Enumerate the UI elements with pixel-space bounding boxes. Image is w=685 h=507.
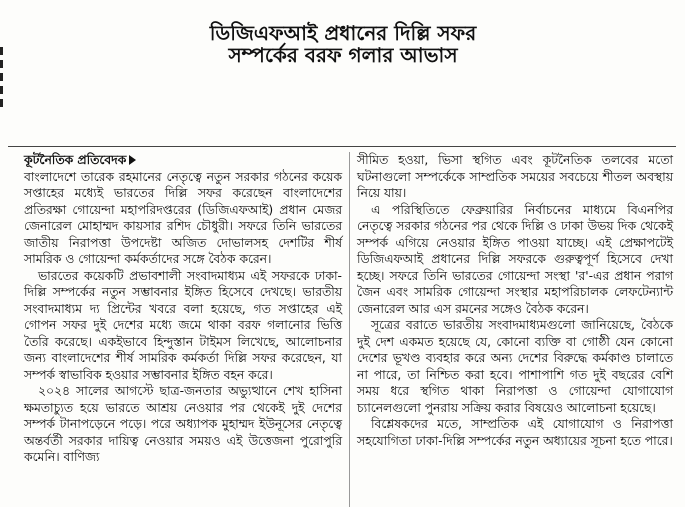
triangle-icon: [129, 155, 136, 165]
headline-line-1: ডিজিএফআই প্রধানের দিল্লি সফর: [209, 21, 477, 45]
paragraph: ভারতের কয়েকটি প্রভাবশালী সংবাদমাধ্যম এই সফরকে ঢাকা-দিল্লি সম্পর্কের নতুন সম্ভাবনার ইঙ্গিত হিসেবে দেখছে। ভারতীয় সংবাদমাধ্যম দ্য প্রিন্টের খবরে বলা হয়েছে, গত সপ্তাহের এই গোপন সফর দুই দেশের মধ্যে জমে থাকা বরফ গলানোর ভিত্তি তৈরি করেছে। একইভাবে হিন্দুস্তান টাইমস লিখেছে, আলোচনার জন্য বাংলাদেশের শীর্ষ সামরিক কর্মকর্তা দিল্লি সফর করেছেন, যা সম্পর্ক স্বাভাবিক হওয়ার সম্ভাবনার ইঙ্গিত বহন করে।: [24, 268, 342, 382]
left-column: [24, 152, 342, 466]
headline-rule: [8, 146, 676, 147]
right-column: [357, 152, 673, 449]
paragraph: সূত্রের বরাতে ভারতীয় সংবাদমাধ্যমগুলো জানিয়েছে, বৈঠকে দুই দেশ একমত হয়েছে যে, কোনো ব্যক্তি বা গোষ্ঠী যেন কোনো দেশের ভূখণ্ড ব্যবহার করে অন্য দেশের বিরুদ্ধে কর্মকাণ্ড চালাতে না পারে, তা নিশ্চিত করা হবে। পাশাপাশি গত দুই বছরের বেশি সময় ধরে স্থগিত থাকা নিরাপত্তা ও গোয়েন্দা যোগাযোগ চ্যানেলগুলো পুনরায় সক্রিয় করার বিষয়েও আলোচনা হয়েছে।: [357, 318, 673, 415]
headline-line-2: সম্পর্কের বরফ গলার আভাস: [228, 43, 458, 68]
column-divider: [349, 152, 350, 507]
paragraph: বিশ্লেষকদের মতে, সাম্প্রতিক এই যোগাযোগ ও নিরাপত্তা সহযোগিতা ঢাকা-দিল্লি সম্পর্কের নতুন অধ্যায়ের সূচনা হতে পারে।: [357, 417, 673, 448]
paragraph: সীমিত হওয়া, ভিসা স্থগিত এবং কূটনৈতিক তলবের মতো ঘটনাগুলো সম্পর্কেকে সাম্প্রতিক সময়ের সবচেয়ে শীতল অবস্থায় নিয়ে যায়।: [357, 153, 673, 200]
byline: [24, 152, 136, 169]
headline: [8, 22, 678, 67]
clipped-edge-marks: [0, 42, 5, 342]
byline-text: কূটনৈতিক প্রতিবেদক: [24, 153, 127, 167]
paragraph: ২০২৪ সালের আগস্টে ছাত্র-জনতার অভ্যুত্থানে শেখ হাসিনা ক্ষমতাচ্যুত হয়ে ভারতে আশ্রয় নেওয়ার পর থেকেই দুই দেশের সম্পর্ক টানাপড়েনে পড়ে। পরে অধ্যাপক মুহাম্মদ ইউনূসের নেতৃত্বে অন্তর্বর্তী সরকার দায়িত্ব নেওয়ার সময়ও এই উত্তেজনা পুরোপুরি কমেনি। বাণিজ্য: [24, 384, 342, 464]
paragraph: এ পরিস্থিতিতে ফেব্রুয়ারির নির্বাচনের মাধ্যমে বিএনপির নেতৃত্বে সরকার গঠনের পর থেকে দিল্লি ও ঢাকা উভয় দিক থেকেই সম্পর্ক এগিয়ে নেওয়ার ইঙ্গিত পাওয়া যাচ্ছে। এই প্রেক্ষাপটেই ডিজিএফআই প্রধানের দিল্লি সফরকে গুরুত্বপূর্ণ হিসেবে দেখা হচ্ছে। সফরে তিনি ভারতের গোয়েন্দা সংস্থা 'র'-এর প্রধান পরাগ জৈন এবং সামরিক গোয়েন্দা সংস্থার মহাপরিচালক লেফটেন্যান্ট জেনারেল আর এস রমনের সঙ্গেও বৈঠক করেন।: [357, 202, 673, 316]
paragraph: বাংলাদেশে তারেক রহমানের নেতৃত্বে নতুন সরকার গঠনের কয়েক সপ্তাহের মধ্যেই ভারতের দিল্লি সফর করেছেন বাংলাদেশের প্রতিরক্ষা গোয়েন্দা মহাপরিদপ্তরের (ডিজিএফআই) প্রধান মেজর জেনারেল মোহাম্মদ কায়সার রশিদ চৌধুরী। সফরে তিনি ভারতের জাতীয় নিরাপত্তা উপদেষ্টা অজিত দোভালসহ দেশটির শীর্ষ সামরিক ও গোয়েন্দা কর্মকর্তাদের সঙ্গে বৈঠক করেন।: [24, 169, 342, 266]
